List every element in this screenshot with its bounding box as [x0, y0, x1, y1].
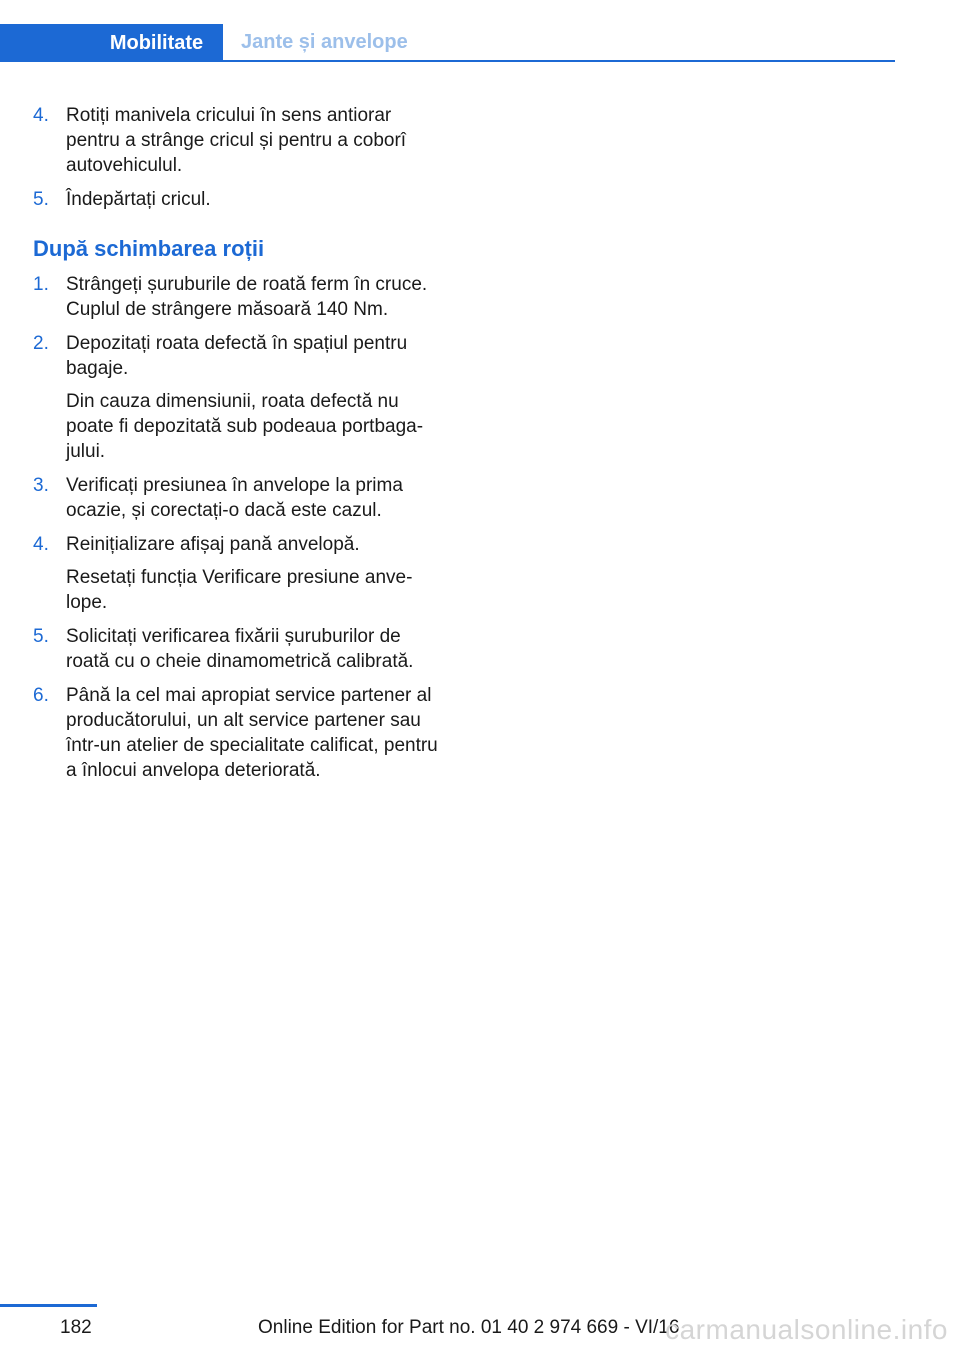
list-item [33, 683, 445, 783]
step-number: 1. [33, 274, 49, 295]
edition-text: Online Edition for Part no. 01 40 2 974 669 - VI/16 [258, 1317, 680, 1338]
footer-rule [0, 1304, 97, 1307]
list-item [33, 473, 445, 523]
step-number: 2. [33, 333, 49, 354]
section-title: După schimbarea roții [33, 236, 265, 261]
page-header [0, 24, 895, 62]
page-content [33, 103, 445, 792]
step-text: Îndepărtați cricul. [66, 189, 211, 210]
header-tab-mobilitate[interactable]: Mobilitate [0, 24, 223, 62]
header-tab-jante-anvelope[interactable]: Jante și anvelope [241, 30, 408, 53]
step-number: 4. [33, 534, 49, 555]
step-number: 6. [33, 685, 49, 706]
watermark: carmanualsonline.info [665, 1314, 948, 1345]
step-text: Solicitați verificarea fixării șuruburilor de roată cu o cheie dinamometrică calibrată. [66, 626, 414, 672]
step-text: Până la cel mai apropiat service partener al producătorului, un alt service partener sau într-un atelier de specialitate calificat, pentru a înlocui anvelopa deteriorată. [66, 685, 438, 781]
step-number: 5. [33, 626, 49, 647]
list-item [33, 187, 445, 212]
step-text: Verificați presiunea în anvelope la prima ocazie, și corectați-o dacă este cazul. [66, 475, 403, 521]
list-item [33, 331, 445, 464]
steps-list-after-wheel-change [33, 272, 445, 783]
step-text: Depozitați roata defectă în spațiul pentru bagaje. [66, 333, 408, 379]
list-item [33, 103, 445, 178]
step-text: Strângeți șuruburile de roată ferm în cruce. Cuplul de strângere măsoară 140 Nm. [66, 274, 428, 320]
step-text: Din cauza dimensiunii, roata defectă nu poate fi depozitată sub podeaua portbagajului. [66, 391, 424, 462]
step-text: Rotiți manivela cricului în sens antiorar pentru a strânge cricul și pentru a coborî autovehiculul. [66, 105, 407, 176]
step-number: 4. [33, 105, 49, 126]
steps-list-continued [33, 103, 445, 212]
step-number: 5. [33, 189, 49, 210]
list-item [33, 272, 445, 322]
list-item [33, 624, 445, 674]
step-number: 3. [33, 475, 49, 496]
step-text: Resetați funcția Verificare presiune anvelope. [66, 567, 413, 613]
list-item [33, 532, 445, 615]
page-number: 182 [60, 1317, 92, 1338]
step-text: Reinițializare afișaj pană anvelopă. [66, 534, 360, 555]
